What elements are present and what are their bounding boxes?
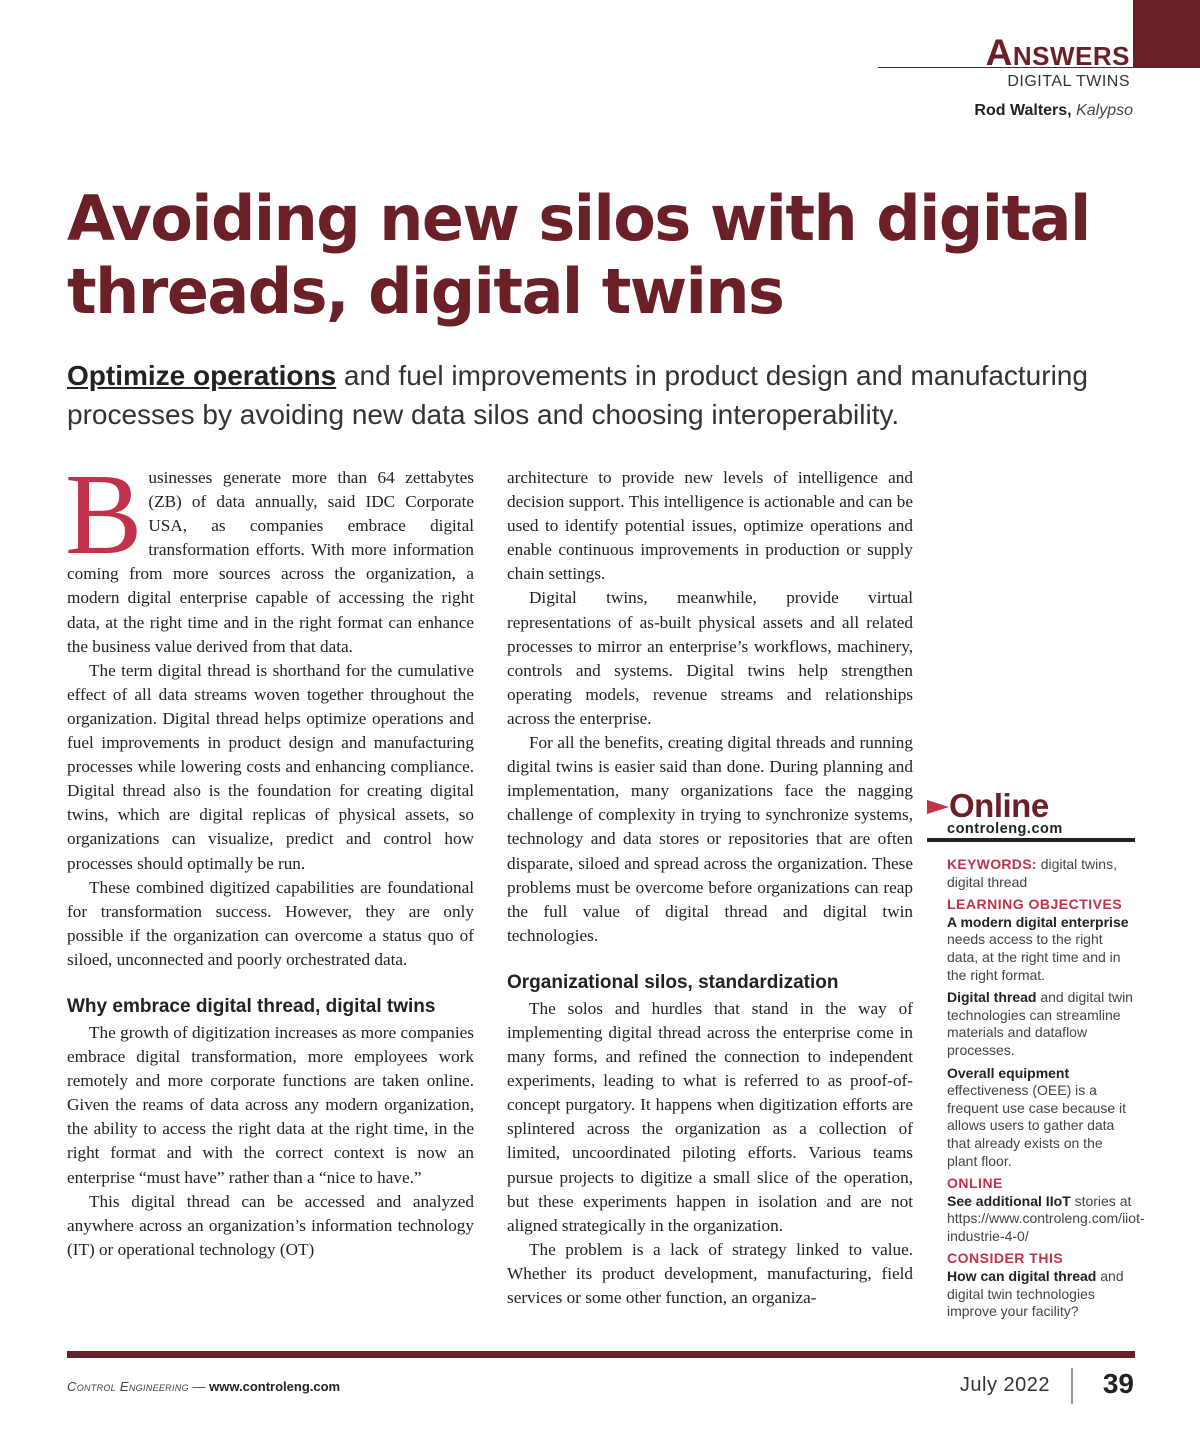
footer-publication — [67, 1379, 340, 1394]
paragraph: This digital thread can be accessed and analyzed anywhere across an organization’s information technology (IT) or operational technology (OT) — [67, 1191, 474, 1259]
paragraph: These combined digitized capabilities are foundational for transformation success. However, they are only possible if the organization can overcome a status quo of siloed, unconnected and poorly orchestrated data. — [67, 877, 474, 969]
objective-item — [947, 989, 1135, 1059]
online-logo-word: Online — [949, 787, 1049, 824]
objectives-heading: LEARNING OBJECTIVES — [947, 896, 1123, 913]
paragraph: architecture to provide new levels of intelligence and decision support. This intelligence is actionable and can be used to identify potential issues, optimize operations and enable continuous improvements in production or supply chain settings. — [507, 468, 913, 584]
issue-date: July 2022 — [959, 1374, 1050, 1396]
footer-rule — [67, 1351, 1135, 1358]
publication-name: Control Engineering — [67, 1379, 189, 1394]
objective-lead: Overall equipment — [947, 1064, 1070, 1081]
objective-item — [947, 1065, 1135, 1171]
paragraph: The growth of digitization increases as more companies embrace digital transformation, more employees work remotely and more corporate functions are taken online. Given the reams of data across any modern organization, the ability to access the right data at the right time, in the right format and with the correct context is now an enterprise “must have” rather than a “nice to have.” — [67, 1022, 474, 1187]
paragraph: Digital twins, meanwhile, provide virtual representations of as-built physical assets and all related processes to mirror an enterprise’s workflows, machinery, controls and systems. Digital twins help strengthen operating models, revenue streams and relationships across the enterprise. — [507, 588, 913, 728]
online-sidebar — [947, 787, 1145, 1326]
subheading: Organizational silos, standardization — [507, 971, 839, 993]
consider-lead: How can digital thread — [947, 1268, 1097, 1285]
paragraph: usinesses generate more than 64 zettabytes (ZB) of data annually, said IDC Corporate USA, as companies embrace digital transformation efforts. With more information coming from more sources across the organization, a modern digital enterprise capable of accessing the right data, at the right time and in the right format can enhance the business value derived from that data. — [67, 468, 474, 656]
paragraph: The problem is a lack of strategy linked to value. Whether its product development, manufacturing, field services or some other function, an organiza- — [507, 1239, 913, 1307]
deck-text: and fuel improvements in product design and manufacturing processes by avoiding new data silos and choosing interoperability. — [67, 360, 1088, 430]
online-item[interactable] — [947, 1192, 1145, 1246]
online-lead: See additional IIoT — [947, 1192, 1071, 1209]
keywords-label: KEYWORDS: — [947, 856, 1037, 872]
objective-lead: Digital thread — [947, 989, 1037, 1006]
drop-cap: B — [65, 451, 143, 579]
section-label: Answers — [985, 32, 1130, 73]
online-logo-site: controleng.com — [947, 821, 1063, 837]
online-logo — [927, 787, 1135, 842]
objective-item — [947, 914, 1135, 984]
keywords-text: digital twins, digital thread — [947, 856, 1117, 890]
article-title: Avoiding new silos with digital threads, digital twins — [67, 182, 1090, 328]
footer-divider — [1071, 1368, 1073, 1404]
online-heading: ONLINE — [947, 1175, 1003, 1192]
corner-accent-bar — [1133, 0, 1200, 68]
consider-heading: CONSIDER THIS — [947, 1250, 1064, 1267]
subsection-label: DIGITAL TWINS — [1007, 73, 1130, 90]
arrow-icon — [927, 800, 949, 814]
objective-text: effectiveness (OEE) is a frequent use case because it allows users to gather data that already exists on the plant floor. — [947, 1082, 1127, 1169]
consider-item — [947, 1268, 1135, 1321]
footer-website-link[interactable]: www.controleng.com — [209, 1379, 341, 1394]
page-number: 39 — [1102, 1368, 1134, 1399]
article-deck — [67, 356, 1137, 434]
objective-text: needs access to the right data, at the right time and in the right format. — [947, 931, 1121, 983]
subheading: Why embrace digital thread, digital twins — [67, 995, 436, 1017]
paragraph: The term digital thread is shorthand for the cumulative effect of all data streams woven together throughout the organization. Digital thread helps optimize operations and fuel improvements in product design and manufacturing processes while lowering costs and enhancing compliance. Digital thread also is the foundation for creating digital twins, which are digital replicas of physical assets, so organizations can visualize, predict and control how processes should optimally be run. — [67, 660, 474, 873]
objective-text: and digital twin technologies can streamline materials and dataflow processes. — [947, 989, 1133, 1058]
byline — [974, 102, 1133, 120]
article-column-1 — [65, 451, 474, 1262]
article-column-2 — [507, 466, 913, 1310]
footer-separator: — — [188, 1379, 210, 1394]
author-name: Rod Walters, — [974, 102, 1072, 119]
consider-text: and digital twin technologies improve your facility? — [947, 1268, 1124, 1320]
paragraph: The solos and hurdles that stand in the way of implementing digital thread across the enterprise come in many forms, and refined the connection to independent experiments, leading to what is referred to as proof-of-concept purgatory. It happens when digitization efforts are splintered across the organization as a collection of limited, uncoordinated piloting efforts. Various teams pursue projects to digitize a small slice of the operation, but these experiments happen in isolation and are not aligned strategically in the organization. — [507, 998, 913, 1235]
keywords — [947, 856, 1135, 891]
online-link-text[interactable]: stories at https://www.controleng.com/iiot-industrie-4-0/ — [947, 1192, 1145, 1244]
author-company: Kalypso — [1076, 102, 1133, 119]
paragraph: For all the benefits, creating digital threads and running digital twins is easier said than done. During planning and implementation, many organizations face the nagging challenge of complexity in trying to synchronize systems, technology and data stores or repositories that are often disparate, siloed and spread across the organization. These problems must be overcome before organizations can reap the full value of digital thread and digital twin technologies. — [507, 733, 913, 945]
objective-lead: A modern digital enterprise — [947, 913, 1129, 930]
deck-lead: Optimize operations — [67, 360, 337, 391]
